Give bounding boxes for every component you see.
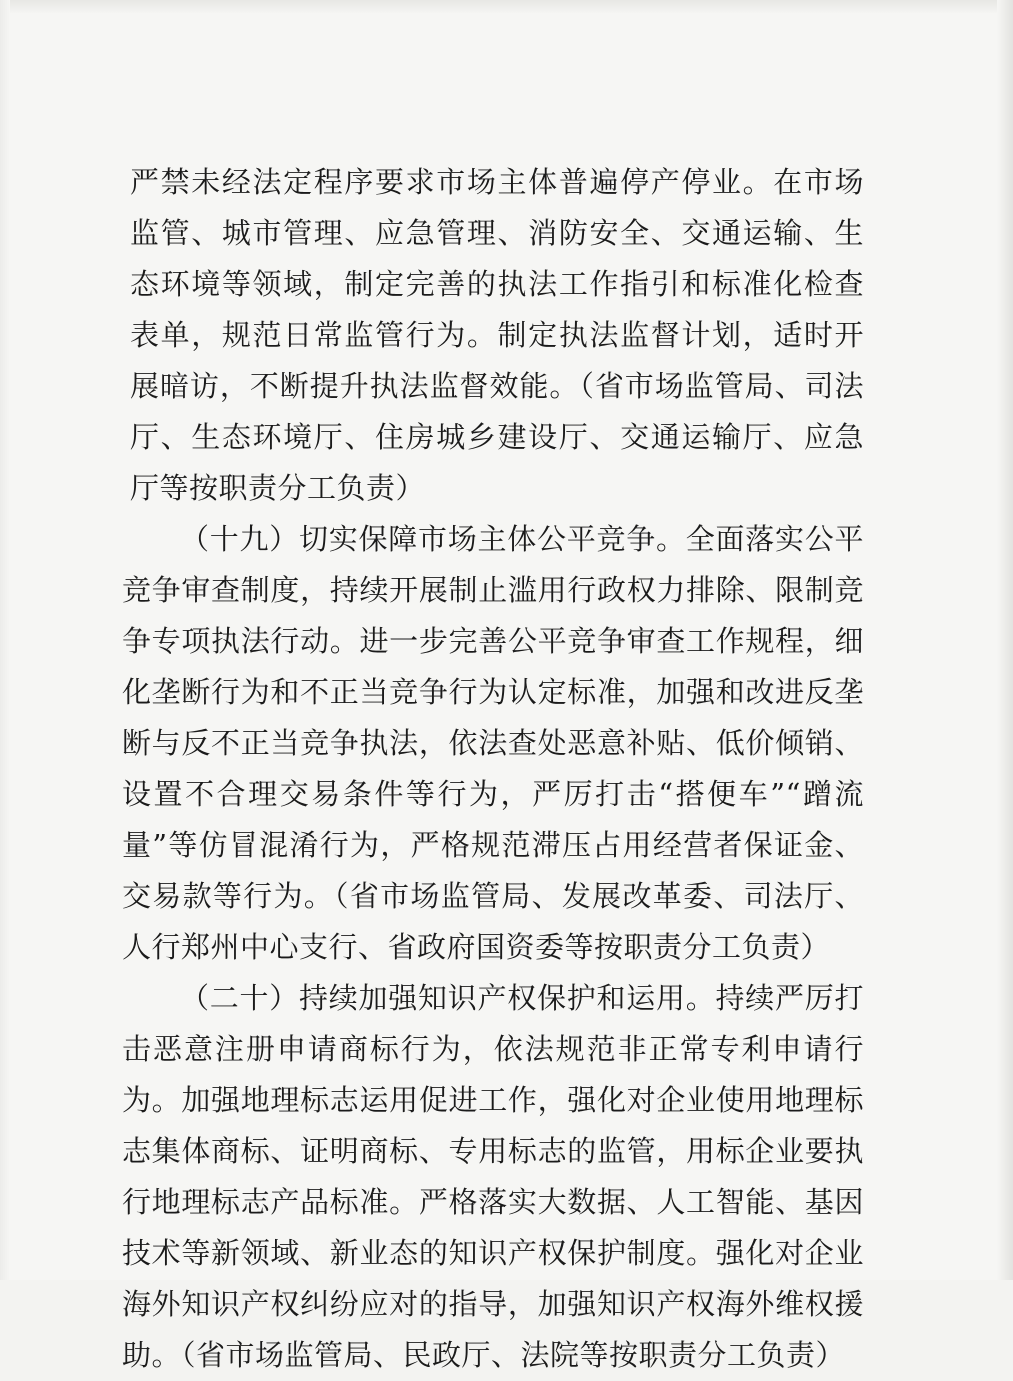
paragraph-continuation: 严禁未经法定程序要求市场主体普遍停产停业。在市场监管、城市管理、应急管理、消防安全、交通运输、生态环境等领域，制定完善的执法工作指引和标准化检查表单，规范日常监管行为。制定执法监督计划，适时开展暗访，不断提升执法监督效能。（省市场监管局、司法厅、生态环境厅、住房城乡建设厅、交通运输厅、应急厅等按职责分工负责） — [130, 165, 864, 505]
document-body — [122, 157, 864, 1381]
scan-shadow-left — [0, 0, 10, 1280]
paragraph-item-19: （十九）切实保障市场主体公平竞争。全面落实公平竞争审查制度，持续开展制止滥用行政权力排除、限制竞争专项执法行动。进一步完善公平竞争审查工作规程，细化垄断行为和不正当竞争行为认定标准，加强和改进反垄断与反不正当竞争执法，依法查处恶意补贴、低价倾销、设置不合理交易条件等行为，严厉打击“搭便车”“蹭流量”等仿冒混淆行为，严格规范滞压占用经营者保证金、交易款等行为。（省市场监管局、发展改革委、司法厅、人行郑州中心支行、省政府国资委等按职责分工负责） — [122, 522, 864, 964]
paragraph-item-20: （二十）持续加强知识产权保护和运用。持续严厉打击恶意注册申请商标行为，依法规范非正常专利申请行为。加强地理标志运用促进工作，强化对企业使用地理标志集体商标、证明商标、专用标志的监管，用标企业要执行地理标志产品标准。严格落实大数据、人工智能、基因技术等新领域、新业态的知识产权保护制度。强化对企业海外知识产权纠纷应对的指导，加强知识产权海外维权援助。（省市场监管局、民政厅、法院等按职责分工负责） — [122, 981, 864, 1372]
scan-shadow-top — [0, 0, 1013, 14]
scan-shadow-right — [997, 0, 1013, 1280]
